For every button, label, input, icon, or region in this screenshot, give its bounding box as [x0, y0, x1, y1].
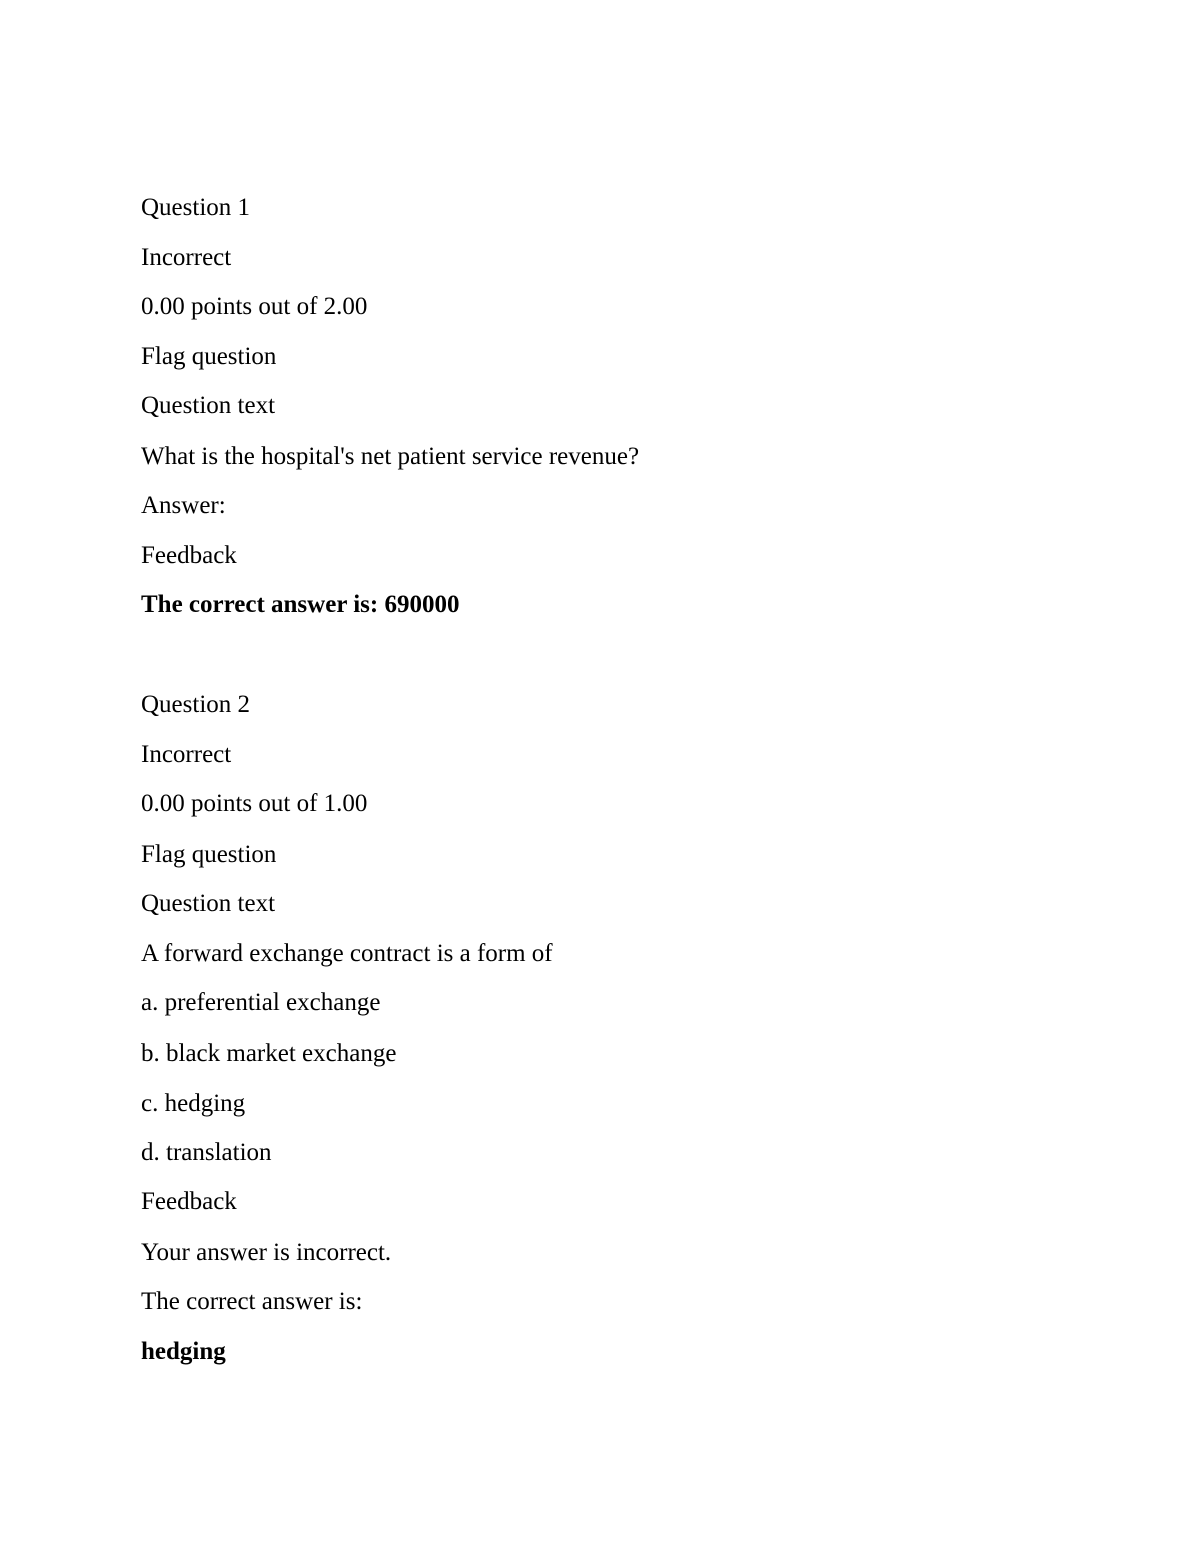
question-status: Incorrect	[141, 244, 232, 271]
answer-option-c[interactable]: c. hedging	[141, 1090, 246, 1117]
feedback-result: Your answer is incorrect.	[141, 1239, 392, 1266]
correct-answer-label: The correct answer is:	[141, 1288, 363, 1315]
answer-option-b[interactable]: b. black market exchange	[141, 1040, 397, 1067]
feedback-label: Feedback	[141, 542, 237, 569]
correct-answer: hedging	[141, 1338, 226, 1365]
flag-question-link[interactable]: Flag question	[141, 841, 277, 868]
feedback-label: Feedback	[141, 1188, 237, 1215]
question-prompt: What is the hospital's net patient service revenue?	[141, 443, 640, 470]
question-heading: Question 1	[141, 194, 251, 221]
answer-option-d[interactable]: d. translation	[141, 1139, 272, 1166]
question-points: 0.00 points out of 2.00	[141, 293, 368, 320]
answer-option-a[interactable]: a. preferential exchange	[141, 989, 381, 1016]
correct-answer: The correct answer is: 690000	[141, 591, 460, 618]
question-text-label: Question text	[141, 392, 276, 419]
question-prompt: A forward exchange contract is a form of	[141, 940, 553, 967]
question-status: Incorrect	[141, 741, 232, 768]
question-heading: Question 2	[141, 691, 251, 718]
flag-question-link[interactable]: Flag question	[141, 343, 277, 370]
question-points: 0.00 points out of 1.00	[141, 790, 368, 817]
question-text-label: Question text	[141, 890, 276, 917]
answer-label: Answer:	[141, 492, 226, 519]
